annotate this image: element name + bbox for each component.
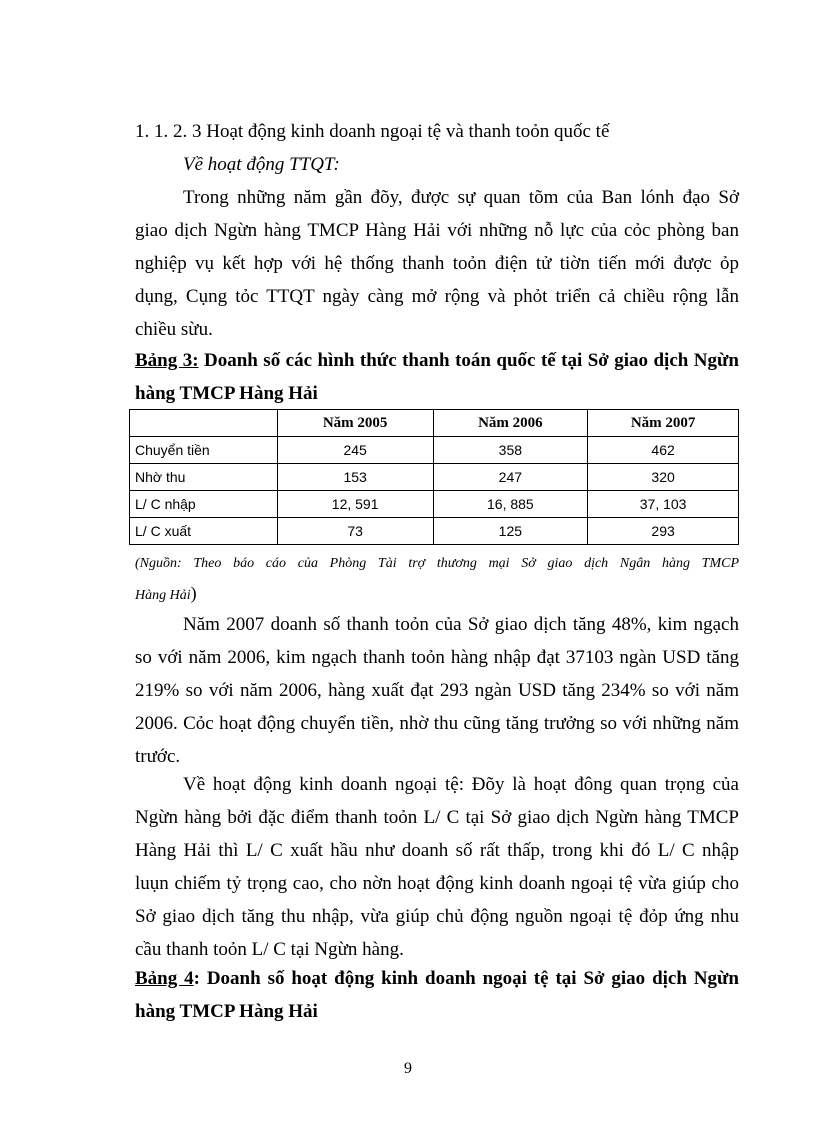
para3-line: luụn chiếm tỷ trọng cao, cho nờn hoạt động kinh doanh ngoại tệ vừa giúp cho	[135, 873, 739, 894]
table-cell: 125	[433, 518, 588, 545]
para2-line: 2006. Cỏc hoạt động chuyển tiền, nhờ thu cũng tăng trưởng so với những năm	[135, 713, 739, 734]
table-cell: 73	[277, 518, 433, 545]
table-cell: 358	[433, 437, 588, 464]
para1-line: dụng, Cụng tỏc TTQT ngày càng mở rộng và phỏt triển cả chiều rộng lẫn	[135, 286, 739, 307]
table-cell: 247	[433, 464, 588, 491]
table-cell: 245	[277, 437, 433, 464]
table-cell: 462	[588, 437, 739, 464]
source-note-close: )	[190, 583, 197, 603]
para3-line: cầu thanh toỏn L/ C tại Ngừn hàng.	[135, 939, 404, 960]
para3-line: Ngừn hàng bởi đặc điểm thanh toỏn L/ C tại Sở giao dịch Ngừn hàng TMCP	[135, 807, 739, 828]
table3	[129, 409, 739, 545]
section-heading: 1. 1. 2. 3 Hoạt động kinh doanh ngoại tệ và thanh toỏn quốc tế	[135, 121, 610, 142]
table4-caption-label: Bảng 4	[135, 968, 194, 989]
table-row	[130, 437, 739, 464]
para1-line: chiều sừu.	[135, 319, 213, 340]
para1-line: giao dịch Ngừn hàng TMCP Hàng Hải với những nỗ lực của cỏc phòng ban	[135, 220, 739, 241]
para1-line: Trong những năm gần đõy, được sự quan tõm của Ban lónh đạo Sở	[183, 187, 739, 208]
page-number: 9	[404, 1060, 412, 1077]
para1-line: nghiệp vụ kết hợp với hệ thống thanh toỏn điện tử tiờn tiến mới được ỏp	[135, 253, 739, 274]
table3-header-cell: Năm 2007	[588, 410, 739, 437]
table-cell: 37, 103	[588, 491, 739, 518]
source-note-line1: (Nguồn: Theo báo cáo của Phòng Tài trợ thương mại Sở giao dịch Ngân hàng TMCP	[135, 556, 739, 571]
table4-caption-text: : Doanh số hoạt động kinh doanh ngoại tệ tại Sở giao dịch Ngừn	[193, 968, 739, 989]
table-row	[130, 464, 739, 491]
para3-line: Về hoạt động kinh doanh ngoại tệ: Đõy là hoạt đông quan trọng của	[183, 774, 739, 795]
table-row	[130, 491, 739, 518]
table-cell: 293	[588, 518, 739, 545]
table3-caption-text: Doanh số các hình thức thanh toán quốc tế tại Sở giao dịch Ngừn	[198, 350, 739, 371]
source-note-text: Hàng Hải	[135, 588, 191, 603]
table3-header-cell	[130, 410, 278, 437]
para2-line: so với năm 2006, kim ngạch thanh toỏn hàng nhập đạt 37103 ngàn USD tăng	[135, 647, 739, 668]
para2-line: Năm 2007 doanh số thanh toỏn của Sở giao dịch tăng 48%, kim ngạch	[183, 614, 739, 635]
table3-caption-line2: hàng TMCP Hàng Hải	[135, 383, 318, 404]
para2-line: trước.	[135, 746, 181, 767]
table3-header-cell: Năm 2006	[433, 410, 588, 437]
table-cell: 16, 885	[433, 491, 588, 518]
source-note-line2	[135, 583, 197, 606]
para3-line: Hàng Hải thì L/ C xuất hầu như doanh số rất thấp, trong khi đó L/ C nhập	[135, 840, 739, 861]
para3-line: Sở giao dịch tăng thu nhập, vừa giúp chủ động nguồn ngoại tệ đỏp ứng nhu	[135, 906, 739, 927]
row-label: L/ C xuất	[130, 518, 278, 545]
table4-caption-line2: hàng TMCP Hàng Hải	[135, 1001, 318, 1022]
para2-line: 219% so với năm 2006, hàng xuất đạt 293 ngàn USD tăng 234% so với năm	[135, 680, 739, 701]
table3-header-row	[130, 410, 739, 437]
table3-header-cell: Năm 2005	[277, 410, 433, 437]
table-cell: 153	[277, 464, 433, 491]
table4-caption-line1	[135, 968, 739, 990]
table-cell: 12, 591	[277, 491, 433, 518]
table-cell: 320	[588, 464, 739, 491]
row-label: L/ C nhập	[130, 491, 278, 518]
subheading: Về hoạt động TTQT:	[183, 154, 340, 175]
row-label: Nhờ thu	[130, 464, 278, 491]
row-label: Chuyển tiền	[130, 437, 278, 464]
table3-caption-label: Bảng 3:	[135, 350, 199, 371]
table-row	[130, 518, 739, 545]
table3-caption-line1	[135, 350, 739, 372]
